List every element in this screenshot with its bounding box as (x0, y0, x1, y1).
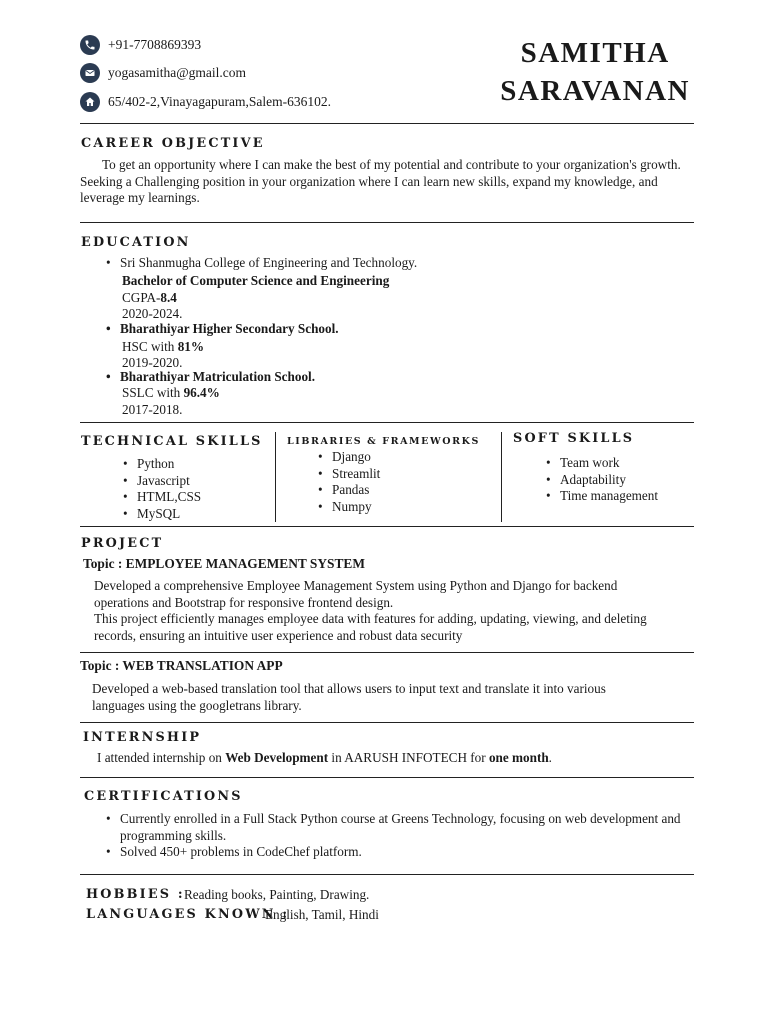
column-divider (501, 432, 502, 522)
description-line: This project efficiently manages employee data with features for adding, updating, viewing, and deleting (94, 611, 647, 626)
school-name: Bharathiyar Matriculation School. (120, 369, 316, 384)
skill-item: • MySQL (123, 506, 201, 523)
years: 2020-2024. (122, 306, 183, 321)
score-value: 8.4 (160, 290, 177, 305)
divider (80, 222, 694, 223)
certifications-heading: CERTIFICATIONS (84, 789, 243, 804)
score-label: CGPA- (122, 290, 161, 305)
internship-post: . (548, 750, 552, 765)
candidate-name (500, 34, 690, 110)
project-description (92, 681, 692, 714)
score (122, 385, 220, 402)
address-text: 65/402-2,Vinayagapuram,Salem-636102. (108, 94, 332, 109)
mail-icon (80, 63, 100, 83)
certifications-list (106, 811, 698, 861)
score-value: 81% (177, 339, 205, 354)
divider (80, 526, 694, 527)
phone-text: +91-7708869393 (108, 37, 202, 52)
library-item: • Django (318, 449, 380, 466)
years: 2017-2018. (122, 402, 183, 417)
project-description (94, 578, 694, 644)
libraries-heading: LIBRARIES & FRAMEWORKS (287, 436, 480, 447)
name-last: SARAVANAN (500, 75, 690, 107)
divider (80, 123, 694, 124)
phone-icon (80, 35, 100, 55)
school-name: Bharathiyar Higher Secondary School. (120, 321, 339, 336)
internship-duration: one month (488, 750, 549, 765)
topic-label: Topic : (80, 658, 123, 673)
soft-skill-item: • Time management (546, 488, 658, 505)
soft-skill-item: • Team work (546, 455, 658, 472)
career-objective-text: To get an opportunity where I can make the best of my potential and contribute to your organization's growth. Seeking a Challenging position in your organization where I can learn new skills, expand my knowledge, and leverage my learnings. (80, 157, 681, 205)
education-item (106, 369, 666, 386)
score (122, 339, 204, 356)
divider (80, 777, 694, 778)
technical-skills-list (123, 456, 201, 522)
soft-skills-list (546, 455, 658, 505)
description-line: Developed a web-based translation tool that allows users to input text and translate it into various (92, 681, 606, 696)
contact-phone (80, 35, 201, 55)
languages-value: English, Tamil, Hindi (265, 907, 379, 922)
description-line: Developed a comprehensive Employee Management System using Python and Django for backend (94, 578, 618, 593)
column-divider (275, 432, 276, 522)
library-item: • Numpy (318, 499, 380, 516)
score (122, 290, 177, 307)
description-line: languages using the googletrans library. (92, 697, 302, 713)
project-topic (83, 556, 365, 572)
library-item: • Streamlit (318, 466, 380, 483)
years: 2019-2020. (122, 355, 183, 370)
career-objective-heading: CAREER OBJECTIVE (81, 136, 265, 151)
divider (80, 874, 694, 875)
languages-label: LANGUAGES KNOWN : (86, 907, 290, 922)
project-heading: PROJECT (81, 536, 164, 551)
education-heading: EDUCATION (81, 235, 191, 250)
email-text: yogasamitha@gmail.com (108, 65, 247, 80)
degree: Bachelor of Computer Science and Engineering (122, 273, 390, 288)
topic-label: Topic : (83, 556, 126, 571)
divider (80, 722, 694, 723)
score-value: 96.4% (183, 385, 220, 400)
skill-item: • Javascript (123, 473, 201, 490)
education-list (106, 255, 666, 272)
description-line: records, ensuring an intuitive user experience and robust data security (94, 627, 463, 643)
education-item (106, 255, 666, 272)
internship-heading: INTERNSHIP (83, 730, 202, 745)
divider (80, 422, 694, 423)
soft-skill-item: • Adaptability (546, 472, 658, 489)
hobbies-value: Reading books, Painting, Drawing. (184, 887, 370, 902)
contact-address (80, 92, 331, 112)
technical-skills-heading: TECHNICAL SKILLS (81, 434, 263, 449)
certification-item: • Currently enrolled in a Full Stack Python course at Greens Technology, focusing on web development and programming skills. (106, 811, 698, 844)
score-label: SSLC with (122, 385, 184, 400)
topic-name: WEB TRANSLATION APP (122, 658, 283, 673)
description-line: operations and Bootstrap for responsive frontend design. (94, 594, 394, 610)
education-item (106, 321, 666, 338)
name-first: SAMITHA (520, 37, 670, 69)
library-item: • Pandas (318, 482, 380, 499)
school-name: Sri Shanmugha College of Engineering and Technology. (120, 255, 418, 270)
certification-item: • Solved 450+ problems in CodeChef platform. (106, 844, 698, 861)
project-topic (80, 658, 283, 674)
skill-item: • Python (123, 456, 201, 473)
hobbies-label: HOBBIES : (86, 887, 185, 902)
home-icon (80, 92, 100, 112)
skill-item: • HTML,CSS (123, 489, 201, 506)
topic-name: EMPLOYEE MANAGEMENT SYSTEM (125, 556, 365, 571)
education-list (106, 369, 666, 386)
contact-email (80, 63, 246, 83)
internship-field: Web Development (225, 750, 329, 765)
score-label: HSC with (122, 339, 178, 354)
libraries-list (318, 449, 380, 515)
education-list (106, 321, 666, 338)
divider (80, 652, 694, 653)
soft-skills-heading: SOFT SKILLS (513, 431, 635, 446)
internship-text (97, 750, 552, 766)
internship-pre: I attended internship on (97, 750, 226, 765)
internship-mid: in AARUSH INFOTECH for (328, 750, 489, 765)
